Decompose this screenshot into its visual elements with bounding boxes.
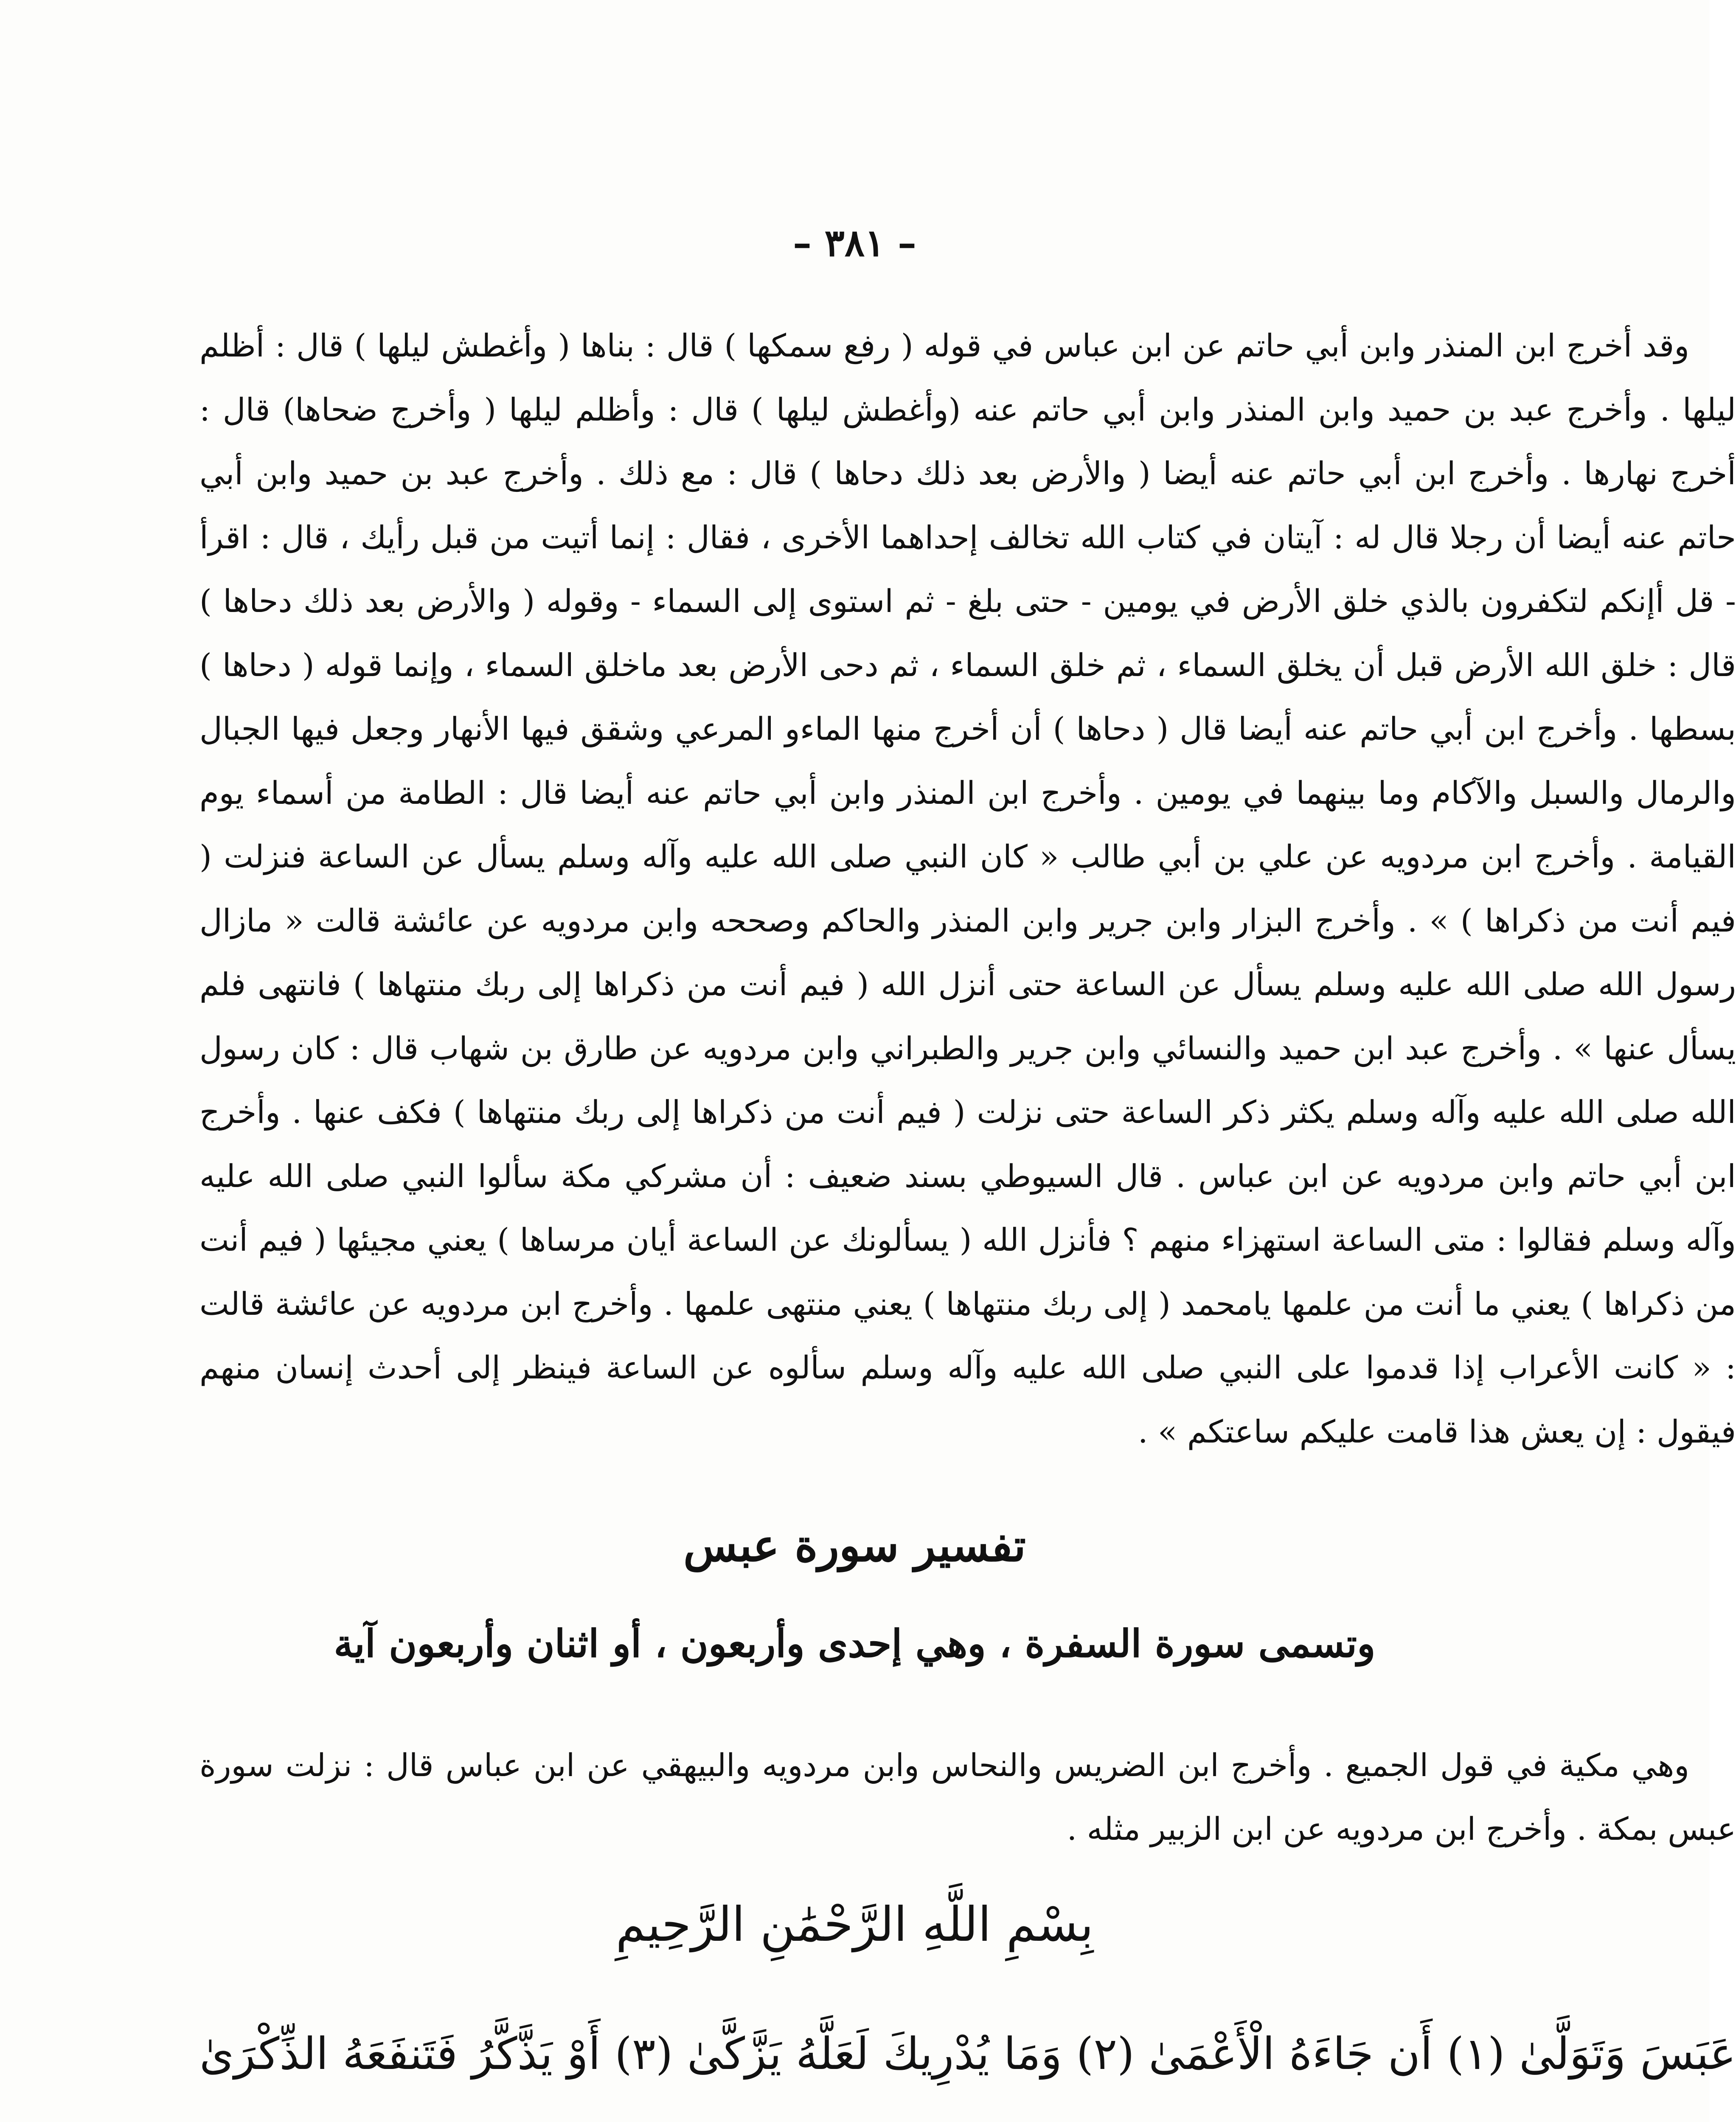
surah-intro bbox=[199, 1734, 1736, 1861]
surah-intro-paragraph: وهي مكية في قول الجميع . وأخرج ابن الضريس والنحاس وابن مردويه والبيهقي عن ابن عباس قال : نزلت سورة عبس بمكة . وأخرج ابن مردويه عن ابن الزبير مثله . bbox=[199, 1747, 1736, 1847]
surah-subtitle: وتسمى سورة السفرة ، وهي إحدى وأربعون ، أو اثنان وأربعون آية bbox=[334, 1621, 1376, 1666]
surah-title: تفسير سورة عبس bbox=[683, 1519, 1026, 1572]
commentary-body bbox=[199, 314, 1736, 1464]
verses-text: عَبَسَ وَتَوَلَّىٰ (١) أَن جَاءَهُ الْأَعْمَىٰ (٢) وَمَا يُدْرِيكَ لَعَلَّهُ يَزَّكَّىٰ (٣) أَوْ يَذَّكَّرُ فَتَنفَعَهُ الذِّكْرَىٰ bbox=[199, 2028, 1736, 2080]
commentary-paragraph: وقد أخرج ابن المنذر وابن أبي حاتم عن ابن عباس في قوله ( رفع سمكها ) قال : بناها ( وأغطش ليلها ) قال : أظلم ليلها . وأخرج عبد بن حميد وابن المنذر وابن أبي حاتم عنه (وأغطش ليلها ) قال : وأظلم ليلها ( وأخرج ضحاها) قال : أخرج نهارها . وأخرج ابن أبي حاتم عنه أيضا ( والأرض بعد ذلك دحاها ) قال : مع ذلك . وأخرج عبد بن حميد وابن أبي حاتم عنه أيضا أن رجلا قال له : آيتان في كتاب الله تخالف إحداهما الأخرى ، فقال : إنما أتيت من قبل رأيك ، قال : اقرأ - قل أإنكم لتكفرون بالذي خلق الأرض في يومين - حتى بلغ - ثم استوى إلى السماء - وقوله ( والأرض بعد ذلك دحاها ) قال : خلق الله الأرض قبل أن يخلق السماء ، ثم خلق السماء ، ثم دحى الأرض بعد ماخلق السماء ، وإنما قوله ( دحاها ) بسطها . وأخرج ابن أبي حاتم عنه أيضا قال ( دحاها ) أن أخرج منها الماءو المرعي وشقق فيها الأنهار وجعل فيها الجبال والرمال والسبل والآكام وما بينهما في يومين . وأخرج ابن المنذر وابن أبي حاتم عنه أيضا قال : الطامة من أسماء يوم القيامة . وأخرج ابن مردويه عن علي بن أبي طالب « كان النبي صلى الله عليه وآله وسلم يسأل عن الساعة فنزلت ( فيم أنت من ذكراها ) » . وأخرج البزار وابن جرير وابن المنذر والحاكم وصححه وابن مردويه عن عائشة قالت « مازال رسول الله صلى الله عليه وسلم يسأل عن الساعة حتى أنزل الله ( فيم أنت من ذكراها إلى ربك منتهاها ) فانتهى فلم يسأل عنها » . وأخرج عبد ابن حميد والنسائي وابن جرير والطبراني وابن مردويه عن طارق بن شهاب قال : كان رسول الله صلى الله عليه وآله وسلم يكثر ذكر الساعة حتى نزلت ( فيم أنت من ذكراها إلى ربك منتهاها ) فكف عنها . وأخرج ابن أبي حاتم وابن مردويه عن ابن عباس . قال السيوطي بسند ضعيف : أن مشركي مكة سألوا النبي صلى الله عليه وآله وسلم فقالوا : متى الساعة استهزاء منهم ؟ فأنزل الله ( يسألونك عن الساعة أيان مرساها ) يعني مجيئها ( فيم أنت من ذكراها ) يعني ما أنت من علمها يامحمد ( إلى ربك منتهاها ) يعني منتهى علمها . وأخرج ابن مردويه عن عائشة قالت : « كانت الأعراب إذا قدموا على النبي صلى الله عليه وآله وسلم سألوه عن الساعة فينظر إلى أحدث إنسان منهم فيقول : إن يعش هذا قامت عليكم ساعتكم » . bbox=[199, 328, 1736, 1450]
page-number: – ٣٨١ – bbox=[792, 221, 917, 265]
basmala: بِسْمِ اللَّهِ الرَّحْمَٰنِ الرَّحِيمِ bbox=[615, 1897, 1094, 1952]
quran-verses bbox=[199, 1997, 1736, 2122]
